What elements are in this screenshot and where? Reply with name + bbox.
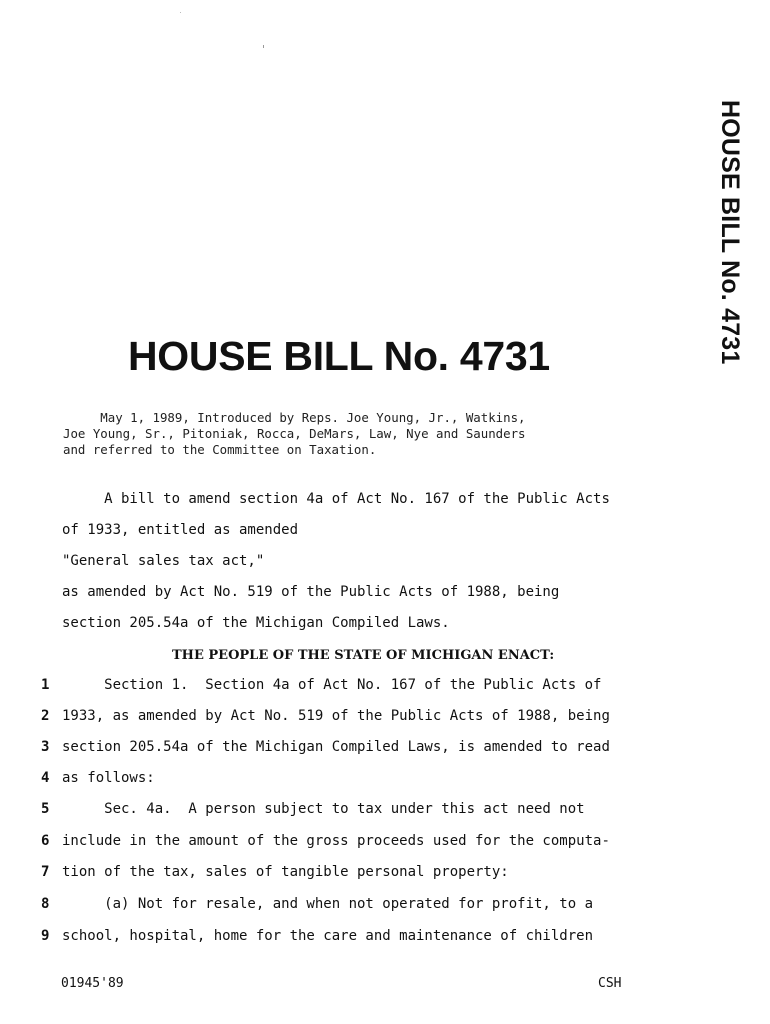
drafter-initials: CSH [598, 976, 622, 991]
line-number: 4 [41, 770, 50, 786]
intro-line: and referred to the Committee on Taxation. [63, 442, 377, 458]
bill-text-line: section 205.54a of the Michigan Compiled Laws, is amended to read [62, 739, 610, 755]
bill-text-line: tion of the tax, sales of tangible personal property: [62, 864, 509, 880]
bill-text-line: Sec. 4a. A person subject to tax under this act need not [62, 801, 585, 817]
preamble-line: of 1933, entitled as amended [62, 522, 299, 538]
bill-text-line: include in the amount of the gross proceeds used for the computa- [62, 833, 610, 849]
introduction-note [63, 410, 623, 459]
side-bill-title: HOUSE BILL No. 4731 [716, 100, 744, 365]
preamble-line: A bill to amend section 4a of Act No. 167 of the Public Acts [62, 491, 610, 507]
bill-text-line: 1933, as amended by Act No. 519 of the Public Acts of 1988, being [62, 708, 610, 724]
line-number: 9 [41, 928, 50, 944]
line-number: 1 [41, 677, 50, 693]
preamble-line: as amended by Act No. 519 of the Public Acts of 1988, being [62, 584, 560, 600]
line-number: 8 [41, 896, 50, 912]
bill-text-line: (a) Not for resale, and when not operated for profit, to a [62, 896, 594, 912]
preamble-line: "General sales tax act," [62, 553, 265, 569]
preamble-line: section 205.54a of the Michigan Compiled Laws. [62, 615, 450, 631]
line-number: 3 [41, 739, 50, 755]
bill-text-line: school, hospital, home for the care and maintenance of children [62, 928, 594, 944]
bill-text-line: Section 1. Section 4a of Act No. 167 of the Public Acts of [62, 677, 602, 693]
bill-text-line: as follows: [62, 770, 155, 786]
line-number: 5 [41, 801, 50, 817]
enacting-clause: THE PEOPLE OF THE STATE OF MICHIGAN ENACT: [172, 648, 555, 663]
intro-line: May 1, 1989, Introduced by Reps. Joe Young, Jr., Watkins, [63, 410, 526, 425]
document-code: 01945'89 [61, 976, 124, 991]
intro-line: Joe Young, Sr., Pitoniak, Rocca, DeMars, Law, Nye and Saunders [63, 426, 526, 442]
line-number: 7 [41, 864, 50, 880]
line-number: 6 [41, 833, 50, 849]
bill-title: HOUSE BILL No. 4731 [128, 333, 550, 379]
line-number: 2 [41, 708, 50, 724]
